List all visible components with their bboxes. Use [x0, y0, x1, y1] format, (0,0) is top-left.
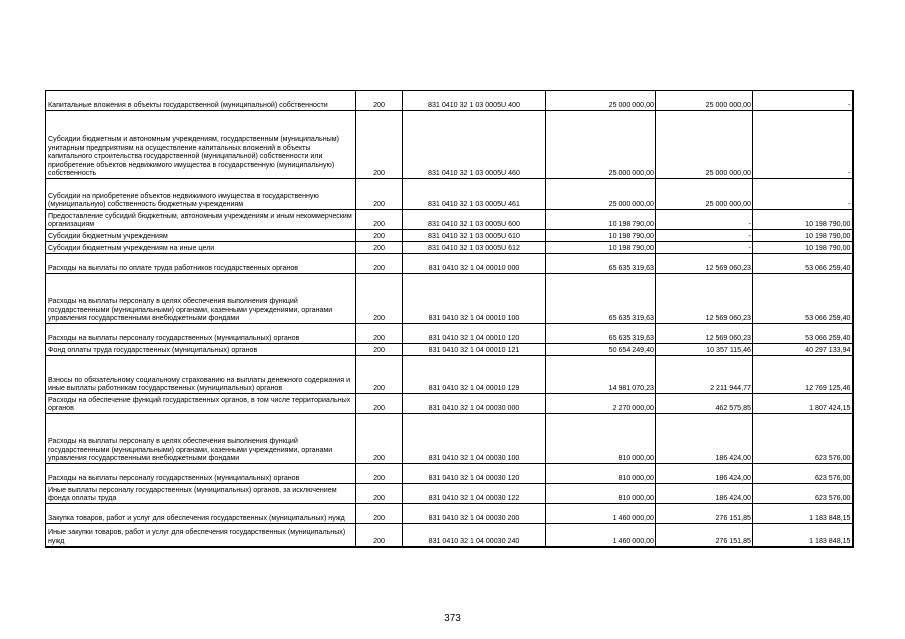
row-executed-amount: - [656, 242, 753, 254]
row-budget-classification-code: 831 0410 32 1 04 00030 122 [403, 484, 546, 504]
row-executed-amount: 276 151,85 [656, 504, 753, 524]
row-approved-amount: 1 460 000,00 [546, 524, 656, 547]
row-line-code: 200 [356, 242, 403, 254]
table-row [46, 356, 853, 394]
row-line-code: 200 [356, 356, 403, 394]
row-line-code: 200 [356, 324, 403, 344]
row-unexecuted-amount: 53 066 259,40 [753, 274, 853, 324]
table-body [46, 91, 853, 547]
table-row [46, 414, 853, 464]
table-row [46, 111, 853, 179]
table-row [46, 344, 853, 356]
row-budget-classification-code: 831 0410 32 1 04 00010 129 [403, 356, 546, 394]
row-unexecuted-amount: 10 198 790,00 [753, 242, 853, 254]
budget-table-container [45, 90, 852, 548]
row-line-code: 200 [356, 179, 403, 210]
row-unexecuted-amount: 10 198 790,00 [753, 230, 853, 242]
row-description: Субсидии бюджетным учреждениям [46, 230, 356, 242]
row-budget-classification-code: 831 0410 32 1 04 00010 121 [403, 344, 546, 356]
row-line-code: 200 [356, 394, 403, 414]
row-description: Расходы на выплаты персоналу государственных (муниципальных) органов [46, 464, 356, 484]
row-unexecuted-amount: 53 066 259,40 [753, 324, 853, 344]
row-approved-amount: 25 000 000,00 [546, 111, 656, 179]
row-description: Расходы на обеспечение функций государственных органов, в том числе территориальных органов [46, 394, 356, 414]
page-number: 373 [444, 613, 461, 624]
row-executed-amount: 186 424,00 [656, 484, 753, 504]
row-unexecuted-amount: 623 576,00 [753, 464, 853, 484]
row-line-code: 200 [356, 91, 403, 111]
row-unexecuted-amount: - [753, 91, 853, 111]
row-executed-amount: 462 575,85 [656, 394, 753, 414]
row-line-code: 200 [356, 524, 403, 547]
row-description: Капитальные вложения в объекты государственной (муниципальной) собственности [46, 91, 356, 111]
row-description: Иные выплаты персоналу государственных (муниципальных) органов, за исключением фонда оплаты труда [46, 484, 356, 504]
row-budget-classification-code: 831 0410 32 1 04 00030 240 [403, 524, 546, 547]
row-line-code: 200 [356, 464, 403, 484]
row-line-code: 200 [356, 274, 403, 324]
row-approved-amount: 65 635 319,63 [546, 254, 656, 274]
row-executed-amount: 2 211 944,77 [656, 356, 753, 394]
row-budget-classification-code: 831 0410 32 1 03 0005U 400 [403, 91, 546, 111]
row-line-code: 200 [356, 230, 403, 242]
row-executed-amount: 25 000 000,00 [656, 91, 753, 111]
row-budget-classification-code: 831 0410 32 1 03 0005U 460 [403, 111, 546, 179]
row-approved-amount: 10 198 790,00 [546, 230, 656, 242]
row-description: Расходы на выплаты персоналу государственных (муниципальных) органов [46, 324, 356, 344]
row-budget-classification-code: 831 0410 32 1 04 00030 100 [403, 414, 546, 464]
row-approved-amount: 810 000,00 [546, 484, 656, 504]
row-budget-classification-code: 831 0410 32 1 03 0005U 612 [403, 242, 546, 254]
row-budget-classification-code: 831 0410 32 1 04 00030 120 [403, 464, 546, 484]
row-approved-amount: 810 000,00 [546, 414, 656, 464]
row-unexecuted-amount: 1 183 848,15 [753, 524, 853, 547]
row-budget-classification-code: 831 0410 32 1 04 00010 100 [403, 274, 546, 324]
row-executed-amount: - [656, 210, 753, 230]
row-line-code: 200 [356, 504, 403, 524]
table-row [46, 324, 853, 344]
row-budget-classification-code: 831 0410 32 1 04 00010 120 [403, 324, 546, 344]
row-executed-amount: 276 151,85 [656, 524, 753, 547]
row-line-code: 200 [356, 210, 403, 230]
row-approved-amount: 65 635 319,63 [546, 324, 656, 344]
row-budget-classification-code: 831 0410 32 1 03 0005U 610 [403, 230, 546, 242]
row-description: Расходы на выплаты по оплате труда работников государственных органов [46, 254, 356, 274]
table-row [46, 394, 853, 414]
table-row [46, 254, 853, 274]
row-approved-amount: 1 460 000,00 [546, 504, 656, 524]
row-budget-classification-code: 831 0410 32 1 03 0005U 461 [403, 179, 546, 210]
row-budget-classification-code: 831 0410 32 1 04 00030 000 [403, 394, 546, 414]
row-executed-amount: 25 000 000,00 [656, 179, 753, 210]
row-executed-amount: 186 424,00 [656, 414, 753, 464]
table-row [46, 484, 853, 504]
row-unexecuted-amount: 40 297 133,94 [753, 344, 853, 356]
row-description: Субсидии бюджетным учреждениям на иные цели [46, 242, 356, 254]
table-row [46, 524, 853, 547]
table-row [46, 91, 853, 111]
row-executed-amount: 25 000 000,00 [656, 111, 753, 179]
row-unexecuted-amount: 1 807 424,15 [753, 394, 853, 414]
row-unexecuted-amount: 53 066 259,40 [753, 254, 853, 274]
row-executed-amount: 10 357 115,46 [656, 344, 753, 356]
row-approved-amount: 65 635 319,63 [546, 274, 656, 324]
row-description: Закупка товаров, работ и услуг для обеспечения государственных (муниципальных) нужд [46, 504, 356, 524]
row-executed-amount: 12 569 060,23 [656, 254, 753, 274]
row-approved-amount: 14 981 070,23 [546, 356, 656, 394]
row-budget-classification-code: 831 0410 32 1 04 00030 200 [403, 504, 546, 524]
row-description: Расходы на выплаты персоналу в целях обеспечения выполнения функций государственными (муниципальными) органами, казенными учреждениями, органами управления государственными внебюджетными фондами [46, 274, 356, 324]
row-description: Фонд оплаты труда государственных (муниципальных) органов [46, 344, 356, 356]
row-approved-amount: 2 270 000,00 [546, 394, 656, 414]
table-row [46, 179, 853, 210]
row-description: Иные закупки товаров, работ и услуг для обеспечения государственных (муниципальных) нужд [46, 524, 356, 547]
row-executed-amount: 12 569 060,23 [656, 274, 753, 324]
row-approved-amount: 10 198 790,00 [546, 210, 656, 230]
budget-execution-table [45, 90, 854, 548]
table-row [46, 210, 853, 230]
row-approved-amount: 25 000 000,00 [546, 179, 656, 210]
row-executed-amount: 186 424,00 [656, 464, 753, 484]
row-description: Субсидии на приобретение объектов недвижимого имущества в государственную (муниципальную) собственность бюджетным учреждениям [46, 179, 356, 210]
table-row [46, 242, 853, 254]
table-row [46, 464, 853, 484]
row-line-code: 200 [356, 344, 403, 356]
row-unexecuted-amount: 12 769 125,46 [753, 356, 853, 394]
row-budget-classification-code: 831 0410 32 1 03 0005U 600 [403, 210, 546, 230]
row-approved-amount: 810 000,00 [546, 464, 656, 484]
table-row [46, 274, 853, 324]
row-unexecuted-amount: 10 198 790,00 [753, 210, 853, 230]
row-unexecuted-amount: 623 576,00 [753, 484, 853, 504]
table-row [46, 504, 853, 524]
row-description: Предоставление субсидий бюджетным, автономным учреждениям и иным некоммерческим организациям [46, 210, 356, 230]
row-description: Взносы по обязательному социальному страхованию на выплаты денежного содержания и иные выплаты работникам государственных (муниципальных) органов [46, 356, 356, 394]
row-unexecuted-amount: - [753, 179, 853, 210]
row-line-code: 200 [356, 111, 403, 179]
row-description: Расходы на выплаты персоналу в целях обеспечения выполнения функций государственными (муниципальными) органами, казенными учреждениями, органами управления государственными внебюджетными фондами [46, 414, 356, 464]
row-unexecuted-amount: - [753, 111, 853, 179]
row-line-code: 200 [356, 414, 403, 464]
row-executed-amount: 12 569 060,23 [656, 324, 753, 344]
row-approved-amount: 25 000 000,00 [546, 91, 656, 111]
row-executed-amount: - [656, 230, 753, 242]
row-approved-amount: 50 654 249,40 [546, 344, 656, 356]
row-line-code: 200 [356, 484, 403, 504]
row-line-code: 200 [356, 254, 403, 274]
row-unexecuted-amount: 623 576,00 [753, 414, 853, 464]
table-row [46, 230, 853, 242]
row-description: Субсидии бюджетным и автономным учреждениям, государственным (муниципальным) унитарным предприятиям на осуществление капитальных вложений в объекты капитального строительства государственной (муниципальной) собственности или приобретение объектов недвижимого имущества в государственную (муниципальную) собственность [46, 111, 356, 179]
row-unexecuted-amount: 1 183 848,15 [753, 504, 853, 524]
row-budget-classification-code: 831 0410 32 1 04 00010 000 [403, 254, 546, 274]
row-approved-amount: 10 198 790,00 [546, 242, 656, 254]
